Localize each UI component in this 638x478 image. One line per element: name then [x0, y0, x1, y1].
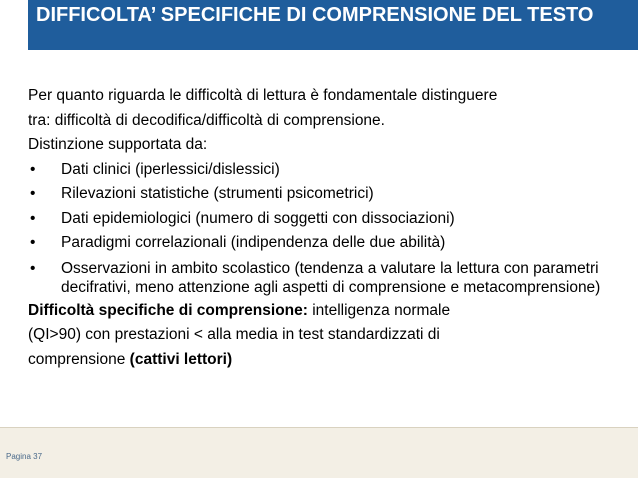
intro-line-2: tra: difficoltà di decodifica/difficoltà di comprensione. [28, 111, 385, 129]
bullet-text: Paradigmi correlazionali (indipendenza delle due abilità) [61, 234, 446, 251]
slide-content [28, 84, 608, 372]
support-line: Distinzione supportata da: [28, 136, 208, 153]
definition-label: Difficoltà specifiche di comprensione: [28, 301, 308, 319]
final-line [28, 348, 608, 373]
bullet-icon: • [30, 234, 36, 251]
bullet-text: Osservazioni in ambito scolastico (tendenza a valutare la lettura con parametri decifrativi, meno attenzione agli aspetti di comprensione e metacomprensione) [61, 259, 601, 296]
bullet-icon: • [30, 259, 36, 277]
list-item [28, 158, 608, 183]
intro-line-1: Per quanto riguarda le difficoltà di lettura è fondamentale distinguere [28, 87, 498, 104]
final-bold: (cattivi lettori) [129, 350, 233, 368]
qi-line: (QI>90) con prestazioni < alla media in test standardizzati di [28, 326, 440, 343]
bullet-text: Dati clinici (iperlessici/dislessici) [61, 160, 280, 178]
list-item [28, 182, 608, 207]
final-prefix: comprensione [28, 350, 130, 368]
definition-rest: intelligenza normale [307, 301, 451, 319]
slide-title: DIFFICOLTA’ SPECIFICHE DI COMPRENSIONE DEL TESTO [36, 4, 594, 26]
list-item [28, 259, 608, 297]
page-number: Pagina 37 [6, 452, 43, 461]
bullet-icon: • [30, 209, 36, 227]
bullet-icon: • [30, 160, 36, 178]
bullet-text: Rilevazioni statistiche (strumenti psicometrici) [61, 185, 374, 202]
list-item [28, 231, 608, 256]
footer-divider [0, 427, 638, 428]
bullet-list [28, 158, 608, 297]
list-item [28, 207, 608, 232]
definition-line [28, 299, 608, 324]
footer-area [0, 427, 638, 478]
bullet-text: Dati epidemiologici (numero di soggetti con dissociazioni) [61, 209, 455, 227]
bullet-icon: • [30, 185, 36, 202]
